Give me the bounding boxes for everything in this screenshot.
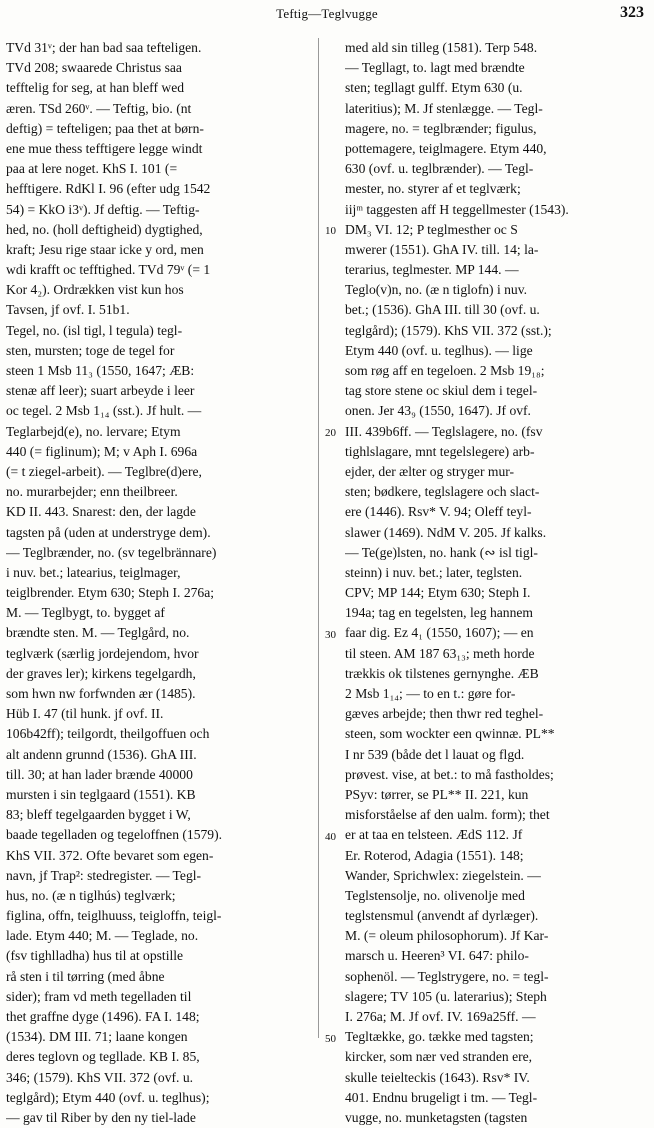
text-line: 54) = KkO i3ᵛ). Jf deftig. — Teftig-	[6, 201, 200, 217]
text-line: hus, no. (æ n tiglhús) teglværk;	[6, 887, 176, 903]
text-line: 2 Msb 1₁₄; — to en t.: gøre for-	[345, 686, 516, 701]
text-line: rå sten i til tørring (med åbne	[6, 968, 165, 984]
text-line: Tavsen, jf ovf. I. 51b1.	[6, 302, 130, 318]
text-line: kircker, som nær ved stranden ere,	[345, 1049, 533, 1065]
text-line: hed, no. (holl deftigheid) dygtighed,	[6, 221, 203, 237]
text-line: III. 439b6ff. — Teglslagere, no. (fsv	[345, 423, 543, 439]
text-line: Teglarbejd(e), no. lervare; Etym	[6, 423, 181, 439]
text-line: Er. Roterod, Adagia (1551). 148;	[345, 847, 524, 863]
text-line: tighlslagare, mnt tegelslegere) arb-	[345, 443, 535, 459]
text-line: mester, no. styrer af et teglværk;	[345, 181, 521, 197]
text-line: deres teglovn og tegllade. KB I. 85,	[6, 1049, 200, 1065]
text-line: Wander, Sprichwlex: ziegelstein. —	[345, 867, 541, 883]
text-line: no. murarbejder; enn theilbreer.	[6, 484, 178, 500]
line-number: 20	[325, 426, 336, 439]
text-line: til steen. AM 187 63₁₃; meth horde	[345, 645, 535, 661]
text-line: baade tegelladen og tegeloffnen (1579).	[6, 827, 223, 843]
text-line: prøvest. vise, at bet.: to må fastholdes;	[345, 766, 554, 782]
text-line: teglgård); (1579). KhS VII. 372 (sst.);	[345, 322, 552, 338]
text-line: som hwn nw forfwnden ær (1485).	[6, 686, 196, 701]
text-line: lateritius); M. Jf stenlægge. — Tegl-	[345, 100, 543, 116]
text-line: sten, mursten; toge de tegel for	[6, 342, 175, 358]
text-line: Tegel, no. (isl tigl, l tegula) tegl-	[6, 322, 183, 338]
text-line: med ald sin tilleg (1581). Terp 548.	[345, 40, 538, 55]
line-number: 30	[325, 628, 336, 641]
text-line: — Tegllagt, to. lagt med brændte	[345, 60, 525, 76]
text-line: sten; tegllagt gulff. Etym 630 (u.	[345, 80, 523, 96]
text-line: TVd 31ᵛ; der han bad saa tefteligen.	[6, 40, 202, 55]
line-number: 40	[325, 830, 336, 843]
text-line: steinn) i nuv. bet.; later, teglsten.	[345, 564, 523, 580]
text-line: oc tegel. 2 Msb 1₁₄ (sst.). Jf hult. —	[6, 403, 202, 419]
text-line: teglstensmul (anvendt af dyrlæger).	[345, 908, 539, 924]
text-line: æren. TSd 260ᵛ. — Teftig, bio. (nt	[6, 100, 192, 116]
line-number: 10	[325, 224, 336, 237]
line-number: 50	[325, 1032, 336, 1045]
column-divider	[318, 38, 319, 1038]
text-line: thet graffne dyge (1496). FA I. 148;	[6, 1009, 200, 1024]
text-line: — Te(ge)lsten, no. hank (∾ isl tigl-	[345, 544, 538, 560]
text-line: onen. Jer 43₉ (1550, 1647). Jf ovf.	[345, 403, 531, 419]
text-line: sider); fram vd meth tegelladen til	[6, 988, 192, 1004]
text-line: mwerer (1551). GhA IV. till. 14; la-	[345, 241, 539, 257]
text-line: sophenöl. — Teglstrygere, no. = tegl-	[345, 968, 549, 984]
text-line: kraft; Jesu rige staar icke y ord, men	[6, 241, 204, 257]
text-line: er at taa en telsteen. ÆdS 112. Jf	[345, 827, 523, 843]
running-title: Teftig—Teglvugge	[276, 6, 378, 21]
text-line: Etym 440 (ovf. u. teglhus). — lige	[345, 342, 533, 358]
text-line: der graves ler); kirkens tegelgardh,	[6, 665, 196, 681]
text-line: 630 (ovf. u. teglbrænder). — Tegl-	[345, 161, 534, 177]
text-line: teglværk (særlig jordejendom, hvor	[6, 645, 199, 661]
text-line: ene mue thess tefftigere legge windt	[6, 140, 203, 156]
text-line: misforståelse af den ualm. form); thet	[345, 807, 550, 823]
text-line: terarius, teglmester. MP 144. —	[345, 262, 519, 278]
page-header	[6, 4, 648, 26]
text-line: tag store stene oc skiul dem i tegel-	[345, 383, 538, 399]
left-column	[6, 38, 306, 1128]
text-line: ejder, der ælter og stryger mur-	[345, 463, 515, 479]
text-line: slawer (1469). NdM V. 205. Jf kalks.	[345, 524, 547, 540]
text-line: 440 (= figlinum); M; v Aph I. 696a	[6, 443, 198, 459]
text-line: Kor 4₂). Ordrækken vist kun hos	[6, 282, 184, 298]
text-line: magere, no. = teglbrænder; figulus,	[345, 120, 537, 136]
text-line: faar dig. Ez 4₁ (1550, 1607); — en	[345, 625, 534, 641]
text-line: KhS VII. 372. Ofte bevaret som egen-	[6, 847, 214, 863]
text-line: Tegltække, go. tække med tagsten;	[345, 1029, 534, 1045]
text-line: Hüb I. 47 (til hunk. jf ovf. II.	[6, 706, 164, 722]
text-line: vugge, no. munketagsten (tagsten	[345, 1109, 528, 1125]
text-line: I. 276a; M. Jf ovf. IV. 169a25ff. —	[345, 1009, 536, 1024]
text-line: teiglbrender. Etym 630; Steph I. 276a;	[6, 585, 215, 601]
text-line: teglgård); Etym 440 (ovf. u. teglhus);	[6, 1089, 210, 1105]
text-line: slagere; TV 105 (u. laterarius); Steph	[345, 988, 547, 1004]
text-line: som røg aff en tegeloen. 2 Msb 19₁₈;	[345, 363, 545, 378]
text-line: skulle teielteckis (1643). Rsv* IV.	[345, 1069, 530, 1085]
text-line: M. (= oleum philosophorum). Jf Kar-	[345, 928, 549, 944]
text-line: sten; bødkere, teglslagere och slact-	[345, 484, 540, 500]
text-line: steen 1 Msb 11₃ (1550, 1647; ÆB:	[6, 363, 195, 378]
text-line: navn, jf Trap²: stedregister. — Tegl-	[6, 867, 202, 883]
text-line: Teglo(v)n, no. (æ n tiglofn) i nuv.	[345, 282, 528, 298]
text-line: Teglstensolje, no. olivenolje med	[345, 887, 525, 903]
text-line: (fsv tighlladha) hus til at opstille	[6, 948, 184, 964]
text-line: alt andenn grunnd (1536). GhA III.	[6, 746, 197, 762]
text-line: 106b42ff); teilgordt, theilgoffuen och	[6, 726, 210, 742]
page-number: 323	[620, 4, 644, 21]
text-line: (= t ziegel-arbeit). — Teglbre(d)ere,	[6, 463, 202, 479]
text-line: paa at lere noget. KhS I. 101 (=	[6, 161, 178, 177]
text-line: till. 30; at han lader brænde 40000	[6, 766, 193, 782]
text-line: pottemagere, teiglmagere. Etym 440,	[345, 140, 547, 156]
text-line: lade. Etym 440; M. — Teglade, no.	[6, 928, 199, 944]
right-column	[345, 38, 645, 1128]
text-line: mursten i sin teglgaard (1551). KB	[6, 786, 196, 802]
text-line: CPV; MP 144; Etym 630; Steph I.	[345, 585, 531, 601]
text-line: figlina, offn, teiglhuuss, teigloffn, teigl-	[6, 908, 222, 924]
text-line: steen, som wockter een qwinnæ. PL**	[345, 726, 555, 742]
text-line: trækkis ok tilstenes gernynghe. ÆB	[345, 665, 539, 681]
text-line: stenæ aff leer); suart arbeyde i leer	[6, 383, 195, 399]
text-line: PSyv: tørrer, se PL** II. 221, kun	[345, 786, 529, 802]
text-line: KD II. 443. Snarest: den, der lagde	[6, 504, 196, 520]
text-line: hefftigere. RdKl I. 96 (efter udg 1542	[6, 181, 211, 197]
text-line: ere (1446). Rsv* V. 94; Oleff teyl-	[345, 504, 532, 520]
text-line: iijᵐ taggesten aff H teggellmester (1543).	[345, 201, 569, 217]
text-line: DM₃ VI. 12; P teglmesther oc S	[345, 221, 518, 237]
text-line: — Teglbrænder, no. (sv tegelbrännare)	[6, 544, 217, 560]
text-line: brændte sten. M. — Teglgård, no.	[6, 625, 190, 641]
text-line: — gav til Riber by den ny tiel-lade	[6, 1109, 196, 1125]
text-line: 346; (1579). KhS VII. 372 (ovf. u.	[6, 1069, 194, 1085]
text-line: 83; bleff tegelgaarden bygget i W,	[6, 807, 191, 823]
text-line: gæves arbejde; then thwr red teghel-	[345, 706, 544, 722]
text-line: deftig) = tefteligen; paa thet at børn-	[6, 120, 204, 136]
text-line: tagsten på (uden at understryge dem).	[6, 524, 211, 540]
text-line: tefftelig for seg, at han bleff wed	[6, 80, 185, 96]
text-line: 401. Endnu brugeligt i tm. — Tegl-	[345, 1089, 538, 1105]
text-line: marsch u. Heeren³ VI. 647: philo-	[345, 948, 529, 964]
text-line: bet.; (1536). GhA III. till 30 (ovf. u.	[345, 302, 540, 318]
text-line: I nr 539 (både det l lauat og flgd.	[345, 746, 525, 762]
text-line: (1534). DM III. 71; laane kongen	[6, 1029, 188, 1045]
text-line: M. — Teglbygt, to. bygget af	[6, 605, 165, 621]
text-line: TVd 208; swaarede Christus saa	[6, 60, 182, 76]
text-line: 194a; tag en tegelsten, leg hannem	[345, 605, 533, 621]
text-line: wdi krafft oc tefftighed. TVd 79ᵛ (= 1	[6, 262, 211, 278]
text-line: i nuv. bet.; latearius, teiglmager,	[6, 564, 181, 580]
